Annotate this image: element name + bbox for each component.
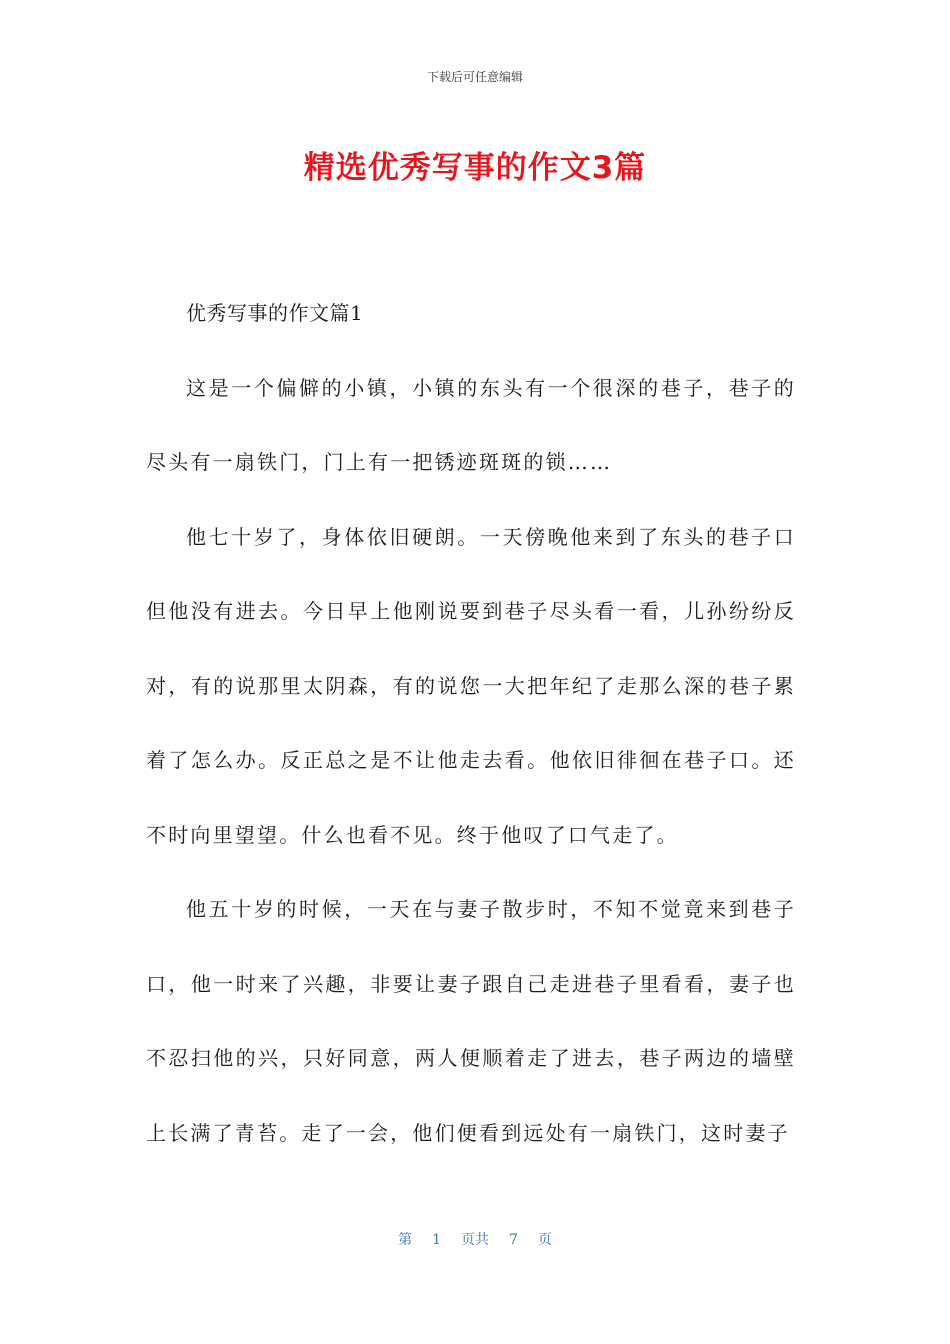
footer-current-page: 1 xyxy=(432,1232,441,1248)
document-body xyxy=(146,276,796,1170)
document-title: 精选优秀写事的作文3篇 xyxy=(303,150,647,186)
section-heading: 优秀写事的作文篇1 xyxy=(186,301,364,325)
footer-total-pages: 7 xyxy=(509,1232,518,1248)
paragraph: 他五十岁的时候，一天在与妻子散步时，不知不觉竟来到巷子口，他一时来了兴趣，非要让妻子跟自己走进巷子里看看，妻子也不忍扫他的兴，只好同意，两人便顺着走了进去，巷子两边的墙壁上长满了青苔。走了一会，他们便看到远处有一扇铁门，这时妻子 xyxy=(146,897,796,1145)
footer-label-total: 页共 xyxy=(461,1232,489,1248)
paragraph: 他七十岁了，身体依旧硬朗。一天傍晚他来到了东头的巷子口但他没有进去。今日早上他刚说要到巷子尽头看一看，儿孙纷纷反对，有的说那里太阴森，有的说您一大把年纪了走那么深的巷子累着了怎么办。反正总之是不让他走去看。他依旧徘徊在巷子口。还不时向里望望。什么也看不见。终于他叹了口气走了。 xyxy=(146,524,796,847)
footer-label-page: 第 xyxy=(398,1232,413,1248)
paragraph: 这是一个偏僻的小镇，小镇的东头有一个很深的巷子，巷子的尽头有一扇铁门，门上有一把锈迹斑斑的锁…… xyxy=(146,375,796,474)
header-note: 下载后可任意编辑 xyxy=(426,70,523,84)
page-footer xyxy=(0,1229,950,1249)
footer-label-end: 页 xyxy=(537,1232,552,1248)
